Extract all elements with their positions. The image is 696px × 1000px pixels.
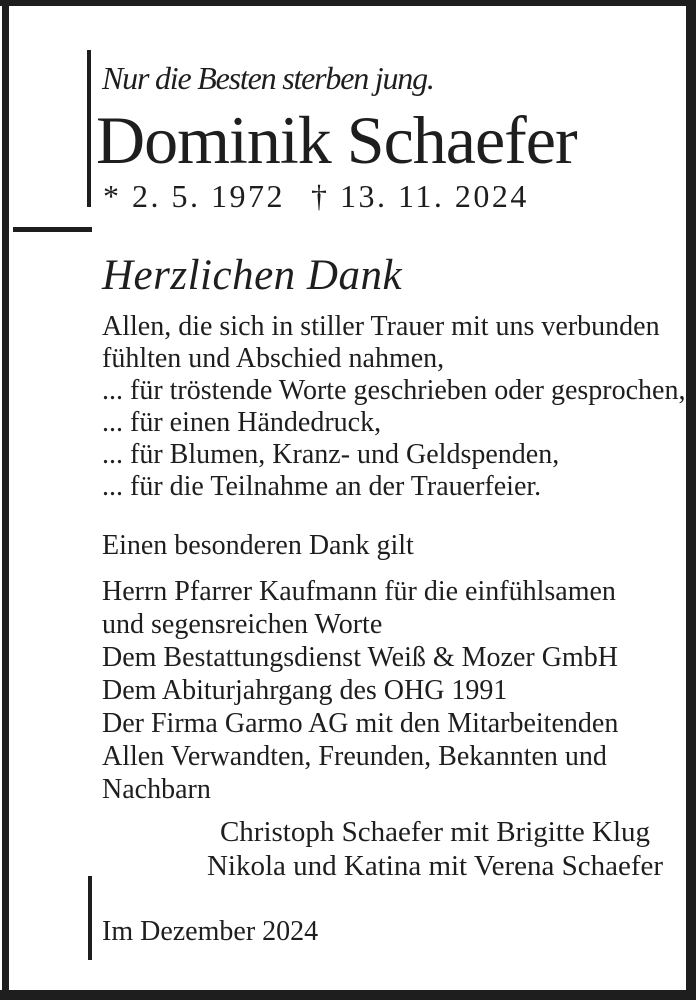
special-thanks-line: und segensreichen Worte — [102, 609, 383, 640]
intro-paragraph — [102, 311, 685, 503]
frame-left-bar — [2, 0, 9, 1000]
special-thanks-line: Der Firma Garmo AG mit den Mitarbeitenden — [102, 708, 619, 739]
birth-date: * 2. 5. 1972 — [103, 178, 285, 214]
intro-line: ... für die Teilnahme an der Trauerfeier. — [102, 471, 542, 502]
intro-line: ... für Blumen, Kranz- und Geldspenden, — [102, 439, 560, 470]
life-dates — [103, 177, 529, 215]
footer-vertical-rule — [88, 876, 92, 960]
death-date: † 13. 11. 2024 — [311, 178, 529, 214]
intro-line: ... für einen Händedruck, — [102, 407, 382, 438]
frame-top-bar — [0, 0, 696, 6]
special-thanks-line: Dem Abiturjahrgang des OHG 1991 — [102, 675, 508, 706]
signature-line: Christoph Schaefer mit Brigitte Klug — [219, 816, 651, 848]
special-thanks-list — [102, 575, 618, 806]
signature-line: Nikola und Katina mit Verena Schaefer — [206, 850, 664, 882]
special-thanks-line: Herrn Pfarrer Kaufmann für die einfühlsamen — [102, 576, 616, 607]
special-thanks-line: Nachbarn — [102, 774, 211, 805]
intro-line: Allen, die sich in stiller Trauer mit uns verbunden — [102, 311, 660, 342]
deceased-name: Dominik Schaefer — [96, 102, 577, 178]
special-thanks-line: Dem Bestattungsdienst Weiß & Mozer GmbH — [102, 642, 618, 673]
header-vertical-rule — [87, 50, 91, 207]
special-thanks-line: Allen Verwandten, Freunden, Bekannten und — [102, 741, 607, 772]
signature-block — [190, 815, 680, 883]
frame-right-bar — [686, 0, 696, 1000]
intro-line: ... für tröstende Worte geschrieben oder gesprochen, — [102, 375, 686, 406]
closing-date: Im Dezember 2024 — [102, 916, 319, 947]
intro-line: fühlten und Abschied nahmen, — [102, 343, 445, 374]
motto: Nur die Besten sterben jung. — [102, 60, 434, 96]
thanks-heading: Herzlichen Dank — [102, 252, 403, 299]
frame-bottom-bar — [0, 990, 696, 1000]
special-thanks-intro: Einen besonderen Dank gilt — [102, 530, 414, 561]
left-dash-rule — [13, 227, 92, 232]
